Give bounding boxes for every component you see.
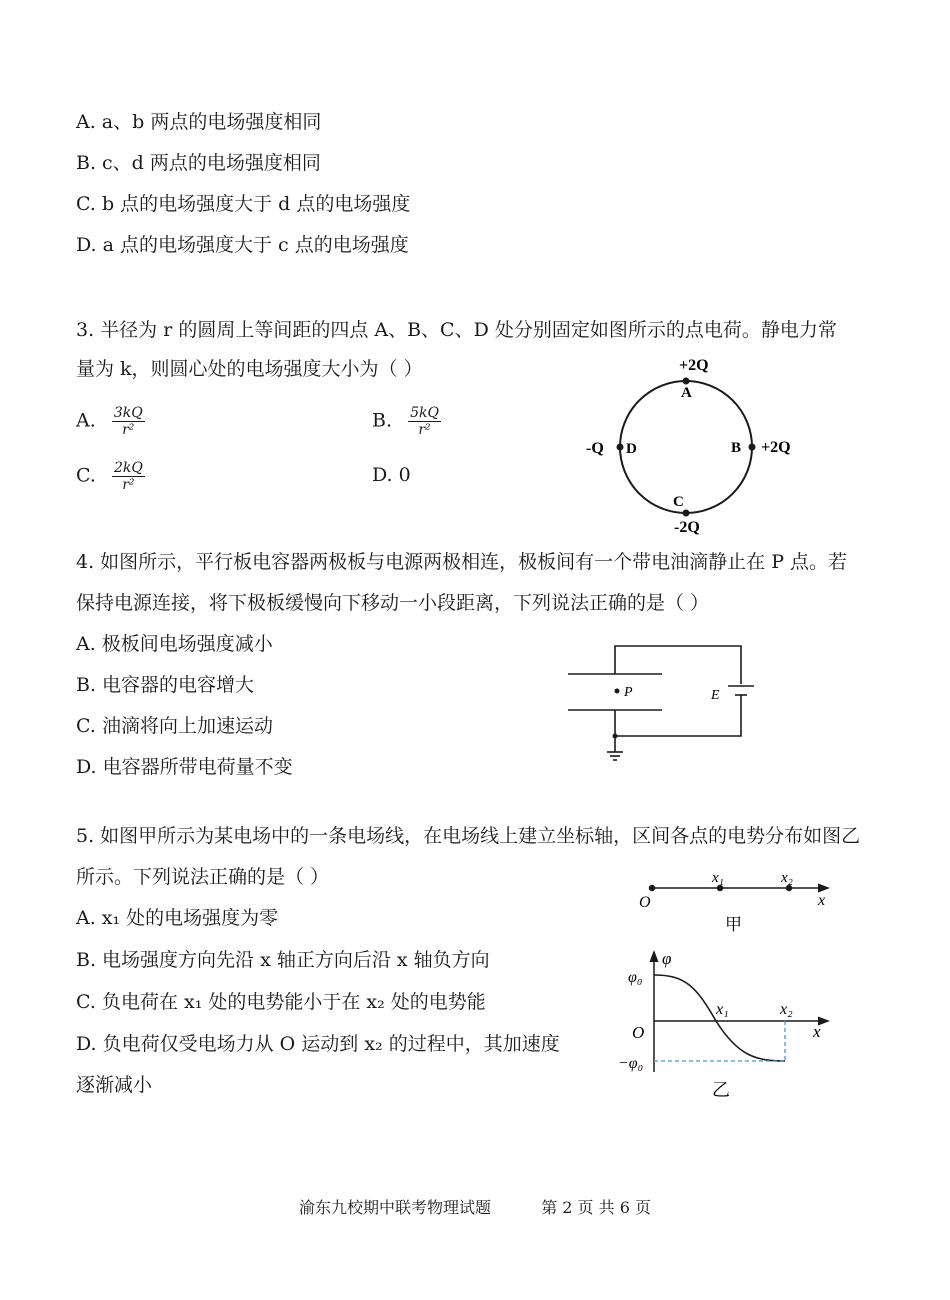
- q3-stem-line1: 3. 半径为 r 的圆周上等间距的四点 A、B、C、D 处分别固定如图所示的点电荷。静电力常: [76, 319, 837, 341]
- q5-figure-yi: [610, 944, 840, 1109]
- q5-option-b: B. 电场强度方向先沿 x 轴正方向后沿 x 轴负方向: [76, 949, 490, 971]
- q3-option-d: D. 0: [372, 464, 411, 486]
- potential-curve: [654, 975, 785, 1061]
- ground-junction-dot: [613, 734, 618, 739]
- page-footer: [0, 1195, 950, 1218]
- q3-option-b: [372, 405, 441, 438]
- bottom-charge-label: -2Q: [674, 519, 700, 536]
- q3-option-b-label: B.: [372, 409, 393, 432]
- q3-option-a-label: A.: [76, 409, 96, 432]
- oil-drop-dot: [615, 689, 620, 694]
- q5-option-d-line1: D. 负电荷仅受电场力从 O 运动到 x₂ 的过程中，其加速度: [76, 1033, 560, 1055]
- q5-stem-line1: 5. 如图甲所示为某电场中的一条电场线，在电场线上建立坐标轴，区间各点的电势分布如图乙: [76, 825, 861, 847]
- footer-exam-title: 渝东九校期中联考物理试题: [299, 1198, 492, 1217]
- point-d-dot: [617, 444, 624, 451]
- q5-stem-line2: 所示。下列说法正确的是（ ）: [76, 866, 330, 888]
- q3-option-a-numerator: 3kQ: [113, 405, 143, 421]
- right-charge-label: +2Q: [761, 439, 791, 456]
- q2-option-b: B. c、d 两点的电场强度相同: [76, 152, 321, 174]
- q2-option-c: C. b 点的电场强度大于 d 点的电场强度: [76, 193, 411, 215]
- x2-label: x₂: [781, 870, 793, 886]
- x2-label: x₂: [780, 1001, 793, 1018]
- q3-option-c-fraction: [112, 460, 145, 493]
- phi-axis-label: φ: [662, 949, 672, 968]
- caption-yi: 乙: [712, 1080, 730, 1100]
- x1-label: x₁: [712, 870, 724, 886]
- q3-option-a: [76, 405, 145, 438]
- point-b-label: B: [731, 440, 742, 456]
- point-d-label: D: [626, 441, 637, 457]
- q4-option-b: B. 电容器的电容增大: [76, 674, 255, 696]
- q3-option-a-fraction: [112, 405, 145, 438]
- source-e-label: E: [711, 688, 720, 703]
- caption-jia: 甲: [725, 915, 742, 934]
- q4-option-a: A. 极板间电场强度减小: [76, 633, 273, 655]
- q2-option-a: A. a、b 两点的电场强度相同: [76, 111, 322, 133]
- point-a-dot: [683, 378, 690, 385]
- phi0-label: φ₀: [628, 969, 643, 986]
- q5-option-a: A. x₁ 处的电场强度为零: [76, 907, 279, 929]
- footer-page-number: 第 2 页 共 6 页: [541, 1198, 651, 1217]
- q4-option-d: D. 电容器所带电荷量不变: [76, 756, 293, 778]
- point-c-label: C: [673, 494, 684, 510]
- point-b-dot: [749, 444, 756, 451]
- q3-stem-line2: 量为 k，则圆心处的电场强度大小为（ ）: [76, 358, 423, 380]
- q3-option-c-denominator: r²: [122, 477, 135, 493]
- origin-dot: [649, 885, 655, 891]
- point-p-label: P: [624, 685, 633, 700]
- q3-option-b-denominator: r²: [418, 422, 431, 438]
- point-a-label: A: [681, 385, 692, 401]
- q4-capacitor-circuit-figure: [560, 640, 760, 770]
- q3-option-c-label: C.: [76, 464, 96, 487]
- q5-option-c: C. 负电荷在 x₁ 处的电势能小于在 x₂ 处的电势能: [76, 991, 486, 1013]
- axis-label: x: [818, 892, 826, 909]
- origin-label: O: [632, 1023, 645, 1042]
- q4-stem-line2: 保持电源连接，将下极板缓慢向下移动一小段距离，下列说法正确的是（ ）: [76, 592, 710, 614]
- q3-charge-circle-figure: [575, 350, 815, 540]
- q2-option-d: D. a 点的电场强度大于 c 点的电场强度: [76, 234, 409, 256]
- q3-option-c: [76, 460, 145, 493]
- lower-wire: [615, 695, 741, 736]
- neg-phi0-label: −φ₀: [618, 1055, 644, 1072]
- q4-stem-line1: 4. 如图所示，平行板电容器两极板与电源两极相连，极板间有一个带电油滴静止在 P 点。若: [76, 551, 848, 573]
- q3-option-b-numerator: 5kQ: [410, 405, 439, 421]
- point-c-dot: [683, 510, 690, 517]
- top-charge-label: +2Q: [679, 357, 709, 374]
- phi-axis-arrow: [650, 950, 659, 962]
- origin-label: O: [639, 894, 651, 911]
- q3-option-b-fraction: [408, 405, 441, 438]
- upper-wire: [615, 646, 741, 684]
- x1-label: x₁: [716, 1001, 729, 1018]
- x-axis-label: x: [813, 1022, 821, 1041]
- q4-option-c: C. 油滴将向上加速运动: [76, 715, 273, 737]
- q5-figure-jia: [630, 862, 840, 938]
- q3-option-a-denominator: r²: [122, 422, 135, 438]
- q5-option-d-line2: 逐渐减小: [76, 1074, 153, 1096]
- q3-option-c-numerator: 2kQ: [113, 460, 143, 476]
- left-charge-label: -Q: [586, 440, 604, 457]
